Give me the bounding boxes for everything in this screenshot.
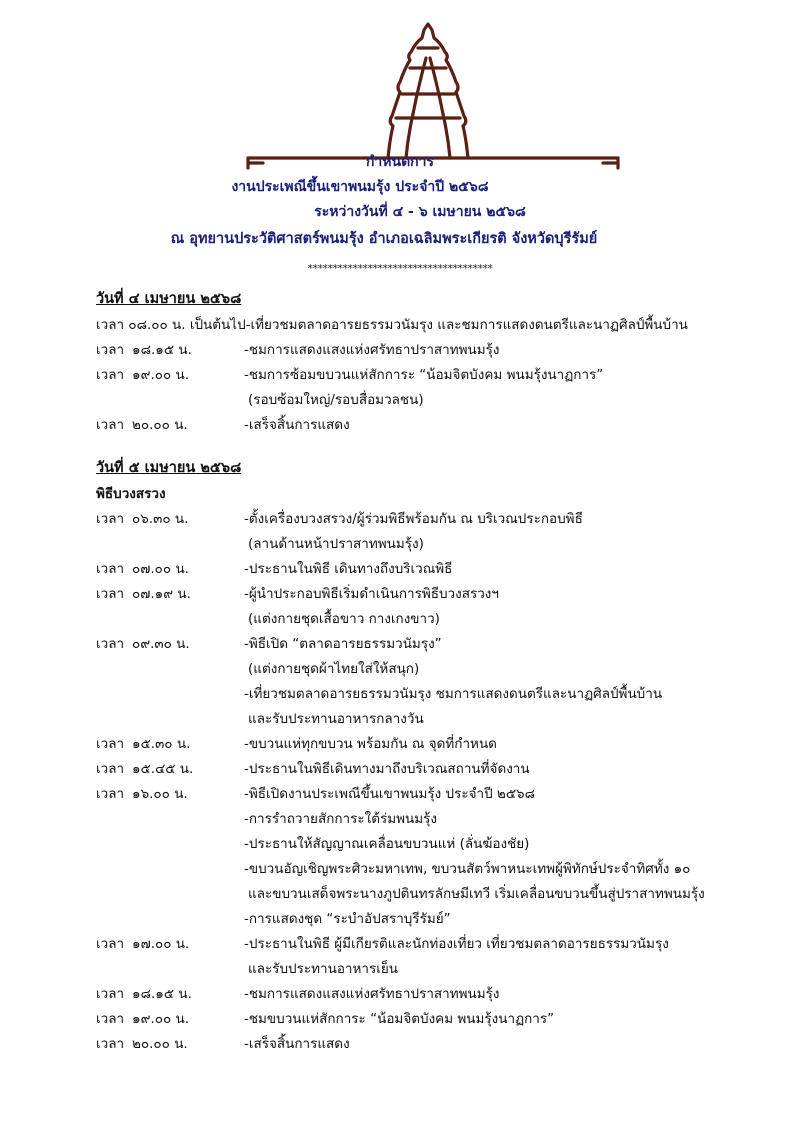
- event-dates: ระหว่างวันที่ ๔ - ๖ เมษายน ๒๕๖๘: [314, 204, 526, 220]
- schedule-item: เวลา ๑๙.๐๐ น. -ชมขบวนแห่สักการะ “น้อมจิตบังคม พนมรุ้งนาฏการ”: [96, 1011, 555, 1027]
- schedule-item-cont: -ขบวนอัญเชิญพระศิวะมหาเทพ, ขบวนสัตว์พาหนะเทพผู้พิทักษ์ประจำทิศทั้ง ๑๐: [244, 861, 691, 877]
- schedule-item: เวลา ๐๙.๓๐ น. -พิธีเปิด “ตลาดอารยธรรมวนัมรุง”: [96, 636, 442, 652]
- schedule-item-cont: -เที่ยวชมตลาดอารยธรรมวนัมรุง ชมการแสดงดนตรีและนาฏศิลป์พื้นบ้าน: [244, 686, 663, 702]
- event-name: งานประเพณีขึ้นเขาพนมรุ้ง ประจำปี ๒๕๖๘: [231, 179, 489, 195]
- schedule-item-cont: และขบวนเสด็จพระนางภูปตินทรลักษมีเทวี เริ่มเคลื่อนขบวนขึ้นสู่ปราสาทพนมรุ้ง: [248, 886, 705, 902]
- schedule: [96, 286, 786, 1057]
- schedule-item: เวลา ๑๘.๑๕ น. -ชมการแสดงแสงแห่งศรัทธาปราสาทพนมรุ้ง: [96, 986, 500, 1002]
- document-title: กำหนดการ: [365, 154, 435, 170]
- schedule-item-cont: (แต่งกายชุดเสื้อขาว กางเกงขาว): [248, 611, 440, 627]
- schedule-item-cont: -การรำถวายสักการะใต้ร่มพนมรุ้ง: [244, 811, 438, 827]
- schedule-item: เวลา ๒๐.๐๐ น. -เสร็จสิ้นการแสดง: [96, 1036, 350, 1052]
- day1-title: วันที่ ๔ เมษายน ๒๕๖๘: [96, 291, 242, 307]
- schedule-item: เวลา ๐๖.๓๐ น. -ตั้งเครื่องบวงสรวง/ผู้ร่วมพิธีพร้อมกัน ณ บริเวณประกอบพิธี: [96, 511, 583, 527]
- schedule-item: เวลา ๒๐.๐๐ น. -เสร็จสิ้นการแสดง: [96, 417, 350, 433]
- day2-subtitle: พิธีบวงสรวง: [96, 486, 166, 502]
- schedule-item-cont: และรับประทานอาหารเย็น: [248, 961, 398, 977]
- schedule-item: เวลา ๐๗.๑๙ น. -ผู้นำประกอบพิธีเริ่มดำเนินการพิธีบวงสรวงฯ: [96, 586, 499, 602]
- day2-title: วันที่ ๕ เมษายน ๒๕๖๘: [96, 460, 242, 476]
- separator: *************************************: [307, 262, 493, 275]
- schedule-item-cont: -ประธานให้สัญญาณเคลื่อนขบวนแห่ (ลั่นฆ้องชัย): [244, 836, 530, 852]
- schedule-item-cont: (รอบซ้อมใหญ่/รอบสื่อมวลชน): [248, 392, 424, 408]
- schedule-item-cont: -การแสดงชุด “ระบำอัปสราบุรีรัมย์”: [244, 911, 451, 927]
- day1-first-line: เวลา ๐๘.๐๐ น. เป็นต้นไป-เที่ยวชมตลาดอารยธรรมวนัมรุง และชมการแสดงดนตรีและนาฏศิลป์พื้นบ้าน: [96, 317, 688, 333]
- schedule-item-cont: (ลานด้านหน้าปราสาทพนมรุ้ง): [248, 536, 424, 552]
- schedule-item: เวลา ๑๙.๐๐ น. -ชมการซ้อมขบวนแห่สักการะ “น้อมจิตบังคม พนมรุ้งนาฏการ”: [96, 367, 604, 383]
- schedule-item: เวลา ๐๗.๐๐ น. -ประธานในพิธี เดินทางถึงบริเวณพิธี: [96, 561, 453, 577]
- schedule-item: เวลา ๑๗.๐๐ น. -ประธานในพิธี ผู้มีเกียรติและนักท่องเที่ยว เที่ยวชมตลาดอารยธรรมวนัมรุง: [96, 936, 669, 952]
- schedule-item-cont: (แต่งกายชุดผ้าไทยใส่ให้สนุก): [248, 661, 420, 677]
- schedule-item: เวลา ๑๕.๓๐ น. -ขบวนแห่ทุกขบวน พร้อมกัน ณ จุดที่กำหนด: [96, 736, 497, 752]
- schedule-item: เวลา ๑๕.๔๕ น. -ประธานในพิธีเดินทางมาถึงบริเวณสถานที่จัดงาน: [96, 761, 530, 777]
- schedule-item: เวลา ๑๖.๐๐ น. -พิธีเปิดงานประเพณีขึ้นเขาพนมรุ้ง ประจำปี ๒๕๖๘: [96, 786, 536, 802]
- schedule-item-cont: และรับประทานอาหารกลางวัน: [248, 711, 424, 727]
- event-location: ณ อุทยานประวัติศาสตร์พนมรุ้ง อำเภอเฉลิมพระเกียรติ จังหวัดบุรีรัมย์: [170, 231, 598, 247]
- schedule-item: เวลา ๑๘.๑๕ น. -ชมการแสดงแสงแห่งศรัทธาปราสาทพนมรุ้ง: [96, 342, 500, 358]
